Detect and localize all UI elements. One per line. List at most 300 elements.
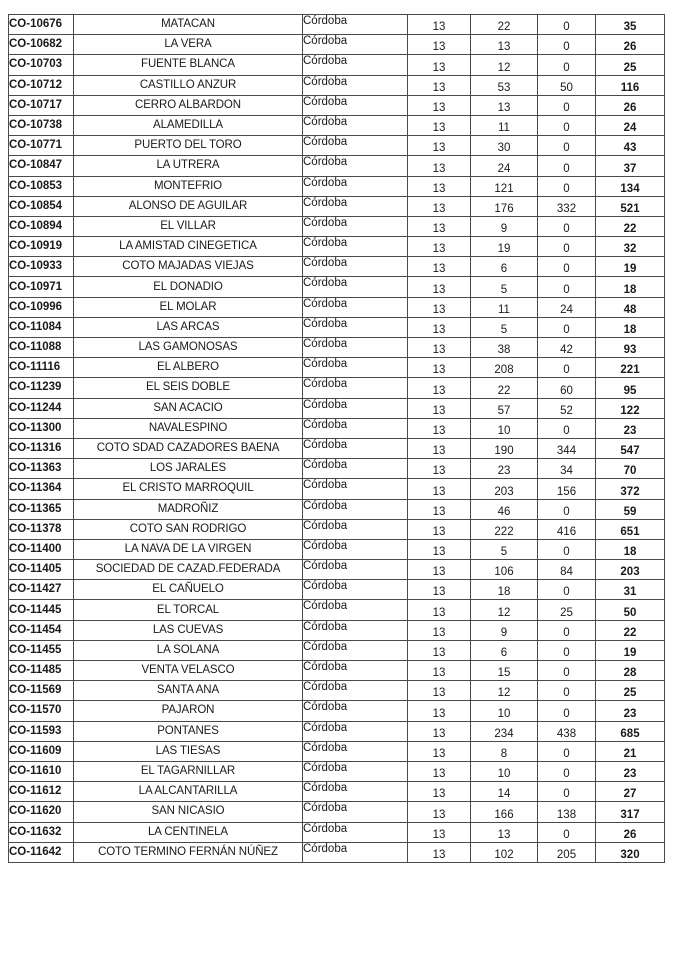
cell-total: 50	[596, 600, 665, 620]
cell-province: Córdoba	[303, 782, 408, 802]
cell-col-a: 13	[408, 317, 471, 337]
cell-col-c: 156	[538, 479, 596, 499]
cell-province: Córdoba	[303, 398, 408, 418]
cell-province: Córdoba	[303, 640, 408, 660]
cell-col-a: 13	[408, 761, 471, 781]
cell-col-c: 0	[538, 822, 596, 842]
cell-col-a: 13	[408, 681, 471, 701]
cell-total: 221	[596, 358, 665, 378]
cell-col-b: 23	[471, 459, 538, 479]
cell-name: LA CENTINELA	[74, 822, 303, 842]
table-row	[9, 398, 665, 418]
cell-total: 22	[596, 216, 665, 236]
cell-col-a: 13	[408, 115, 471, 135]
cell-col-c: 0	[538, 317, 596, 337]
cell-province: Córdoba	[303, 277, 408, 297]
cell-code: CO-11612	[9, 782, 74, 802]
table-row	[9, 338, 665, 358]
table-row	[9, 176, 665, 196]
cell-col-b: 9	[471, 216, 538, 236]
cell-col-b: 166	[471, 802, 538, 822]
cell-total: 27	[596, 782, 665, 802]
cell-col-c: 438	[538, 721, 596, 741]
cell-col-a: 13	[408, 15, 471, 35]
cell-col-c: 0	[538, 499, 596, 519]
cell-code: CO-11632	[9, 822, 74, 842]
cell-province: Córdoba	[303, 438, 408, 458]
cell-name: NAVALESPINO	[74, 418, 303, 438]
cell-col-c: 0	[538, 418, 596, 438]
cell-code: CO-11620	[9, 802, 74, 822]
cell-col-c: 0	[538, 681, 596, 701]
cell-code: CO-10919	[9, 237, 74, 257]
cell-total: 23	[596, 701, 665, 721]
cell-code: CO-11455	[9, 640, 74, 660]
cell-province: Córdoba	[303, 237, 408, 257]
cell-name: COTO SAN RODRIGO	[74, 519, 303, 539]
cell-province: Córdoba	[303, 75, 408, 95]
cell-col-b: 106	[471, 560, 538, 580]
cell-col-a: 13	[408, 95, 471, 115]
cell-province: Córdoba	[303, 842, 408, 862]
cell-province: Córdoba	[303, 338, 408, 358]
cell-col-a: 13	[408, 822, 471, 842]
cell-code: CO-10682	[9, 35, 74, 55]
cell-col-a: 13	[408, 479, 471, 499]
cell-name: EL DONADIO	[74, 277, 303, 297]
cell-province: Córdoba	[303, 297, 408, 317]
cell-total: 26	[596, 822, 665, 842]
cell-code: CO-11642	[9, 842, 74, 862]
cell-col-b: 9	[471, 620, 538, 640]
cell-code: CO-10933	[9, 257, 74, 277]
cell-code: CO-10894	[9, 216, 74, 236]
cell-province: Córdoba	[303, 681, 408, 701]
table-row	[9, 237, 665, 257]
table-row	[9, 640, 665, 660]
cell-col-c: 0	[538, 741, 596, 761]
cell-col-a: 13	[408, 136, 471, 156]
cell-col-b: 18	[471, 580, 538, 600]
cell-col-b: 12	[471, 681, 538, 701]
cell-province: Córdoba	[303, 216, 408, 236]
cell-total: 35	[596, 15, 665, 35]
cell-col-b: 176	[471, 196, 538, 216]
cell-province: Córdoba	[303, 661, 408, 681]
cell-code: CO-11427	[9, 580, 74, 600]
table-row	[9, 156, 665, 176]
cell-col-b: 13	[471, 35, 538, 55]
cell-col-c: 0	[538, 95, 596, 115]
cell-col-c: 50	[538, 75, 596, 95]
cell-col-b: 10	[471, 761, 538, 781]
cell-name: SOCIEDAD DE CAZAD.FEDERADA	[74, 560, 303, 580]
cell-col-a: 13	[408, 620, 471, 640]
cell-total: 23	[596, 418, 665, 438]
cell-total: 43	[596, 136, 665, 156]
cell-col-c: 84	[538, 560, 596, 580]
cell-col-c: 25	[538, 600, 596, 620]
cell-province: Córdoba	[303, 418, 408, 438]
cell-col-b: 14	[471, 782, 538, 802]
cell-name: ALONSO DE AGUILAR	[74, 196, 303, 216]
cell-name: MATACAN	[74, 15, 303, 35]
cell-name: LA ALCANTARILLA	[74, 782, 303, 802]
cell-code: CO-11365	[9, 499, 74, 519]
cell-col-c: 138	[538, 802, 596, 822]
cell-col-c: 0	[538, 237, 596, 257]
cell-name: EL TAGARNILLAR	[74, 761, 303, 781]
cell-col-c: 0	[538, 701, 596, 721]
table-row	[9, 75, 665, 95]
cell-name: CASTILLO ANZUR	[74, 75, 303, 95]
cell-col-a: 13	[408, 418, 471, 438]
table-row	[9, 560, 665, 580]
cell-col-b: 234	[471, 721, 538, 741]
cell-province: Córdoba	[303, 115, 408, 135]
cell-col-c: 24	[538, 297, 596, 317]
cell-col-b: 190	[471, 438, 538, 458]
cell-code: CO-11454	[9, 620, 74, 640]
cell-col-c: 0	[538, 257, 596, 277]
cell-col-c: 42	[538, 338, 596, 358]
cell-col-c: 332	[538, 196, 596, 216]
cell-col-a: 13	[408, 519, 471, 539]
cell-col-c: 0	[538, 539, 596, 559]
cell-name: COTO MAJADAS VIEJAS	[74, 257, 303, 277]
cell-total: 317	[596, 802, 665, 822]
table-row	[9, 721, 665, 741]
cell-col-a: 13	[408, 661, 471, 681]
table-row	[9, 196, 665, 216]
cell-total: 685	[596, 721, 665, 741]
cell-total: 28	[596, 661, 665, 681]
cell-total: 26	[596, 95, 665, 115]
cell-name: SAN ACACIO	[74, 398, 303, 418]
cell-col-c: 0	[538, 115, 596, 135]
table-row	[9, 822, 665, 842]
cell-col-c: 34	[538, 459, 596, 479]
cell-name: EL MOLAR	[74, 297, 303, 317]
cell-code: CO-11400	[9, 539, 74, 559]
cell-total: 18	[596, 277, 665, 297]
cell-province: Córdoba	[303, 741, 408, 761]
cell-province: Córdoba	[303, 721, 408, 741]
cell-name: EL ALBERO	[74, 358, 303, 378]
cell-col-a: 13	[408, 257, 471, 277]
hunting-grounds-table	[8, 14, 665, 863]
cell-name: SAN NICASIO	[74, 802, 303, 822]
cell-total: 19	[596, 640, 665, 660]
cell-col-b: 11	[471, 297, 538, 317]
cell-total: 25	[596, 681, 665, 701]
cell-province: Córdoba	[303, 196, 408, 216]
cell-province: Córdoba	[303, 519, 408, 539]
cell-name: EL VILLAR	[74, 216, 303, 236]
cell-col-b: 11	[471, 115, 538, 135]
table-row	[9, 317, 665, 337]
cell-col-b: 15	[471, 661, 538, 681]
table-row	[9, 277, 665, 297]
cell-name: LAS GAMONOSAS	[74, 338, 303, 358]
table-row	[9, 115, 665, 135]
cell-name: PAJARON	[74, 701, 303, 721]
cell-code: CO-11116	[9, 358, 74, 378]
cell-code: CO-11239	[9, 378, 74, 398]
cell-province: Córdoba	[303, 499, 408, 519]
cell-province: Córdoba	[303, 560, 408, 580]
cell-col-c: 0	[538, 15, 596, 35]
table-row	[9, 479, 665, 499]
cell-col-b: 38	[471, 338, 538, 358]
cell-name: LA SOLANA	[74, 640, 303, 660]
cell-code: CO-11593	[9, 721, 74, 741]
cell-col-c: 0	[538, 640, 596, 660]
table-row	[9, 95, 665, 115]
table-row	[9, 519, 665, 539]
cell-name: EL TORCAL	[74, 600, 303, 620]
cell-code: CO-11364	[9, 479, 74, 499]
cell-name: LA NAVA DE LA VIRGEN	[74, 539, 303, 559]
cell-name: COTO SDAD CAZADORES BAENA	[74, 438, 303, 458]
cell-province: Córdoba	[303, 479, 408, 499]
cell-col-a: 13	[408, 600, 471, 620]
cell-col-b: 10	[471, 701, 538, 721]
cell-col-b: 13	[471, 95, 538, 115]
cell-col-a: 13	[408, 539, 471, 559]
cell-province: Córdoba	[303, 822, 408, 842]
cell-province: Córdoba	[303, 136, 408, 156]
cell-province: Córdoba	[303, 15, 408, 35]
table-row	[9, 216, 665, 236]
cell-name: LAS TIESAS	[74, 741, 303, 761]
cell-col-b: 19	[471, 237, 538, 257]
cell-name: PUERTO DEL TORO	[74, 136, 303, 156]
cell-total: 70	[596, 459, 665, 479]
cell-total: 19	[596, 257, 665, 277]
cell-name: MADROÑIZ	[74, 499, 303, 519]
cell-col-a: 13	[408, 721, 471, 741]
table-row	[9, 358, 665, 378]
cell-code: CO-10853	[9, 176, 74, 196]
cell-code: CO-11570	[9, 701, 74, 721]
cell-province: Córdoba	[303, 35, 408, 55]
cell-col-b: 12	[471, 55, 538, 75]
cell-total: 93	[596, 338, 665, 358]
cell-col-b: 6	[471, 257, 538, 277]
cell-name: EL SEIS DOBLE	[74, 378, 303, 398]
cell-province: Córdoba	[303, 761, 408, 781]
cell-code: CO-11378	[9, 519, 74, 539]
cell-province: Córdoba	[303, 378, 408, 398]
cell-col-b: 53	[471, 75, 538, 95]
cell-name: ALAMEDILLA	[74, 115, 303, 135]
cell-col-a: 13	[408, 782, 471, 802]
cell-total: 25	[596, 55, 665, 75]
cell-total: 22	[596, 620, 665, 640]
cell-col-c: 0	[538, 782, 596, 802]
cell-name: LOS JARALES	[74, 459, 303, 479]
cell-col-b: 5	[471, 317, 538, 337]
cell-col-a: 13	[408, 55, 471, 75]
cell-code: CO-10738	[9, 115, 74, 135]
cell-col-a: 13	[408, 297, 471, 317]
cell-name: FUENTE BLANCA	[74, 55, 303, 75]
cell-total: 122	[596, 398, 665, 418]
cell-name: LA AMISTAD CINEGETICA	[74, 237, 303, 257]
cell-total: 21	[596, 741, 665, 761]
table-row	[9, 418, 665, 438]
cell-col-b: 5	[471, 277, 538, 297]
cell-code: CO-10703	[9, 55, 74, 75]
cell-code: CO-11244	[9, 398, 74, 418]
cell-col-b: 22	[471, 15, 538, 35]
cell-col-a: 13	[408, 216, 471, 236]
cell-name: COTO TERMINO FERNÁN NÚÑEZ	[74, 842, 303, 862]
cell-code: CO-11084	[9, 317, 74, 337]
cell-total: 37	[596, 156, 665, 176]
cell-col-a: 13	[408, 398, 471, 418]
cell-col-b: 102	[471, 842, 538, 862]
cell-col-a: 13	[408, 176, 471, 196]
cell-name: LA VERA	[74, 35, 303, 55]
cell-col-c: 0	[538, 136, 596, 156]
cell-col-b: 10	[471, 418, 538, 438]
cell-province: Córdoba	[303, 257, 408, 277]
cell-col-c: 0	[538, 580, 596, 600]
cell-total: 521	[596, 196, 665, 216]
cell-col-b: 208	[471, 358, 538, 378]
cell-col-a: 13	[408, 35, 471, 55]
table-row	[9, 499, 665, 519]
cell-col-c: 0	[538, 55, 596, 75]
cell-name: CERRO ALBARDON	[74, 95, 303, 115]
table-row	[9, 136, 665, 156]
table-row	[9, 35, 665, 55]
cell-code: CO-10771	[9, 136, 74, 156]
table-row	[9, 15, 665, 35]
cell-col-c: 0	[538, 620, 596, 640]
cell-col-a: 13	[408, 277, 471, 297]
table-row	[9, 438, 665, 458]
cell-col-c: 0	[538, 761, 596, 781]
cell-code: CO-10717	[9, 95, 74, 115]
cell-province: Córdoba	[303, 156, 408, 176]
cell-col-a: 13	[408, 640, 471, 660]
cell-col-b: 121	[471, 176, 538, 196]
cell-code: CO-11569	[9, 681, 74, 701]
cell-total: 31	[596, 580, 665, 600]
cell-name: LAS ARCAS	[74, 317, 303, 337]
cell-name: VENTA VELASCO	[74, 661, 303, 681]
cell-province: Córdoba	[303, 539, 408, 559]
cell-col-c: 52	[538, 398, 596, 418]
cell-code: CO-11445	[9, 600, 74, 620]
cell-col-c: 0	[538, 35, 596, 55]
cell-code: CO-11485	[9, 661, 74, 681]
cell-province: Córdoba	[303, 802, 408, 822]
cell-col-b: 13	[471, 822, 538, 842]
cell-col-b: 57	[471, 398, 538, 418]
cell-province: Córdoba	[303, 701, 408, 721]
table-row	[9, 802, 665, 822]
cell-col-c: 0	[538, 216, 596, 236]
cell-name: LAS CUEVAS	[74, 620, 303, 640]
cell-col-c: 60	[538, 378, 596, 398]
cell-total: 547	[596, 438, 665, 458]
cell-province: Córdoba	[303, 55, 408, 75]
table-row	[9, 741, 665, 761]
cell-col-b: 5	[471, 539, 538, 559]
cell-name: EL CAÑUELO	[74, 580, 303, 600]
table-row	[9, 701, 665, 721]
cell-col-a: 13	[408, 560, 471, 580]
cell-code: CO-11609	[9, 741, 74, 761]
cell-code: CO-11088	[9, 338, 74, 358]
cell-code: CO-10996	[9, 297, 74, 317]
cell-col-b: 22	[471, 378, 538, 398]
cell-total: 651	[596, 519, 665, 539]
table-row	[9, 378, 665, 398]
cell-code: CO-11300	[9, 418, 74, 438]
table-row	[9, 580, 665, 600]
cell-name: MONTEFRIO	[74, 176, 303, 196]
cell-province: Córdoba	[303, 176, 408, 196]
cell-province: Córdoba	[303, 600, 408, 620]
cell-name: EL CRISTO MARROQUIL	[74, 479, 303, 499]
cell-col-a: 13	[408, 580, 471, 600]
table-row	[9, 539, 665, 559]
cell-col-b: 30	[471, 136, 538, 156]
cell-total: 95	[596, 378, 665, 398]
table-body	[9, 15, 665, 863]
cell-total: 32	[596, 237, 665, 257]
cell-total: 18	[596, 317, 665, 337]
cell-name: LA UTRERA	[74, 156, 303, 176]
cell-col-a: 13	[408, 358, 471, 378]
cell-col-a: 13	[408, 842, 471, 862]
cell-col-b: 8	[471, 741, 538, 761]
cell-col-c: 416	[538, 519, 596, 539]
cell-col-a: 13	[408, 701, 471, 721]
cell-total: 320	[596, 842, 665, 862]
cell-province: Córdoba	[303, 95, 408, 115]
cell-col-a: 13	[408, 499, 471, 519]
cell-col-a: 13	[408, 196, 471, 216]
cell-total: 134	[596, 176, 665, 196]
table-row	[9, 761, 665, 781]
cell-col-c: 344	[538, 438, 596, 458]
table-row	[9, 55, 665, 75]
cell-col-a: 13	[408, 459, 471, 479]
cell-total: 26	[596, 35, 665, 55]
cell-col-b: 203	[471, 479, 538, 499]
cell-total: 116	[596, 75, 665, 95]
cell-col-c: 0	[538, 176, 596, 196]
cell-col-c: 0	[538, 661, 596, 681]
table-row	[9, 782, 665, 802]
table-row	[9, 600, 665, 620]
cell-total: 59	[596, 499, 665, 519]
cell-col-a: 13	[408, 741, 471, 761]
cell-col-a: 13	[408, 75, 471, 95]
table-row	[9, 257, 665, 277]
cell-code: CO-11316	[9, 438, 74, 458]
cell-col-c: 205	[538, 842, 596, 862]
cell-total: 18	[596, 539, 665, 559]
cell-col-a: 13	[408, 438, 471, 458]
cell-name: PONTANES	[74, 721, 303, 741]
